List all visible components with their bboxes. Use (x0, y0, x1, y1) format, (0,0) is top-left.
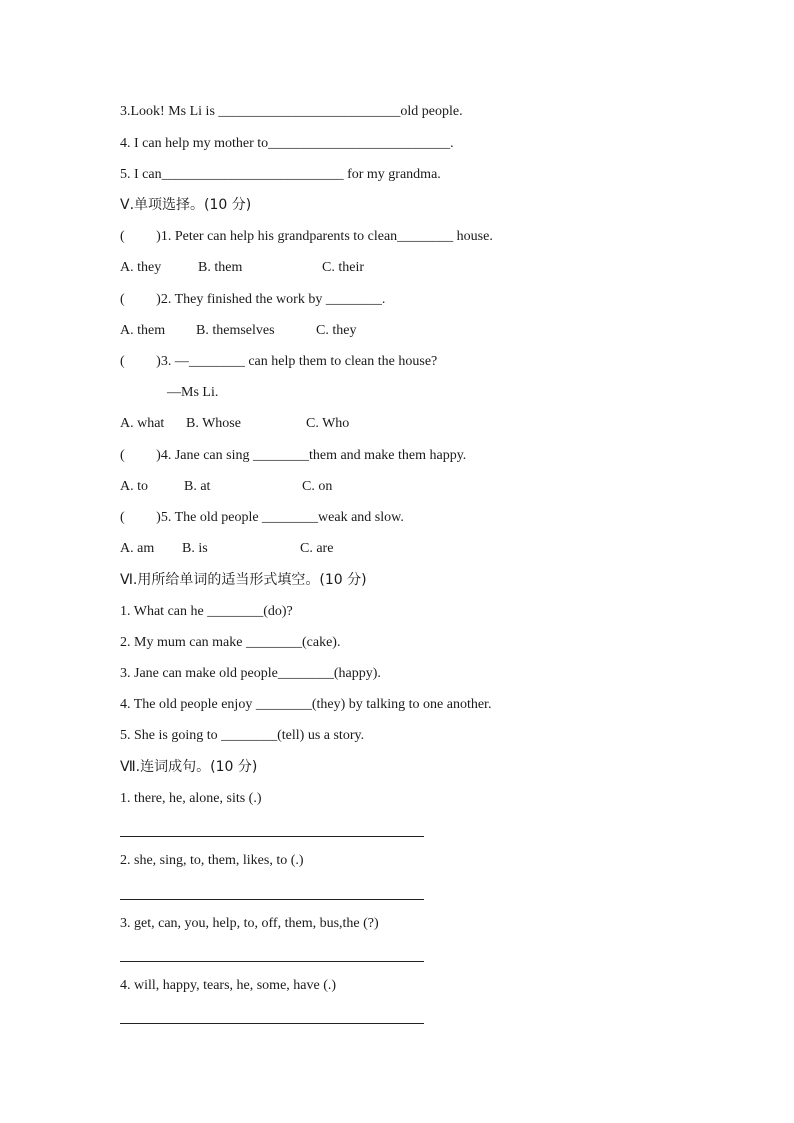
mc-q3-stem: ( )3. —________ can help them to clean the house? (120, 354, 438, 369)
section5-title: Ⅴ.单项选择。(10 分) (120, 197, 252, 213)
section6-title: Ⅵ.用所给单词的适当形式填空。(10 分) (120, 572, 367, 588)
fill-q4: 4. I can help my mother to__________________________. (120, 136, 454, 151)
sentence-q1: 1. there, he, alone, sits (.) (120, 791, 262, 806)
answer-line-3 (120, 961, 424, 962)
mc-q2-option-a: A. them (120, 323, 166, 338)
sentence-q2: 2. she, sing, to, them, likes, to (.) (120, 853, 304, 868)
mc-q5-option-c: C. are (300, 541, 334, 556)
mc-q1-option-a: A. they (120, 260, 162, 275)
word-form-q5: 5. She is going to ________(tell) us a story. (120, 728, 365, 743)
word-form-q4: 4. The old people enjoy ________(they) by talking to one another. (120, 697, 492, 712)
fill-q3: 3.Look! Ms Li is __________________________old people. (120, 104, 463, 119)
answer-line-2 (120, 899, 424, 900)
mc-q4-option-a: A. to (120, 479, 148, 494)
mc-q5-stem: ( )5. The old people ________weak and slow. (120, 510, 404, 525)
sentence-q4: 4. will, happy, tears, he, some, have (.) (120, 978, 337, 993)
mc-q3-answer: —Ms Li. (167, 385, 219, 400)
fill-q5: 5. I can__________________________ for my grandma. (120, 167, 441, 182)
section7-title: Ⅶ.连词成句。(10 分) (120, 759, 258, 775)
answer-line-1 (120, 836, 424, 837)
mc-q3-option-c: C. Who (306, 416, 350, 431)
mc-q1-option-c: C. their (322, 260, 364, 275)
mc-q2-option-b: B. themselves (196, 323, 275, 338)
mc-q1-option-b: B. them (198, 260, 243, 275)
mc-q2-option-c: C. they (316, 323, 357, 338)
mc-q5-option-b: B. is (182, 541, 208, 556)
word-form-q1: 1. What can he ________(do)? (120, 604, 293, 619)
mc-q4-stem: ( )4. Jane can sing ________them and make them happy. (120, 448, 467, 463)
mc-q2-stem: ( )2. They finished the work by ________. (120, 292, 386, 307)
sentence-q3: 3. get, can, you, help, to, off, them, bus,the (?) (120, 916, 379, 931)
mc-q5-option-a: A. am (120, 541, 155, 556)
mc-q4-option-b: B. at (184, 479, 211, 494)
answer-line-4 (120, 1023, 424, 1024)
mc-q3-option-a: A. what (120, 416, 165, 431)
word-form-q2: 2. My mum can make ________(cake). (120, 635, 341, 650)
word-form-q3: 3. Jane can make old people________(happy). (120, 666, 381, 681)
mc-q4-option-c: C. on (302, 479, 333, 494)
mc-q3-option-b: B. Whose (186, 416, 241, 431)
mc-q1-stem: ( )1. Peter can help his grandparents to clean________ house. (120, 229, 493, 244)
